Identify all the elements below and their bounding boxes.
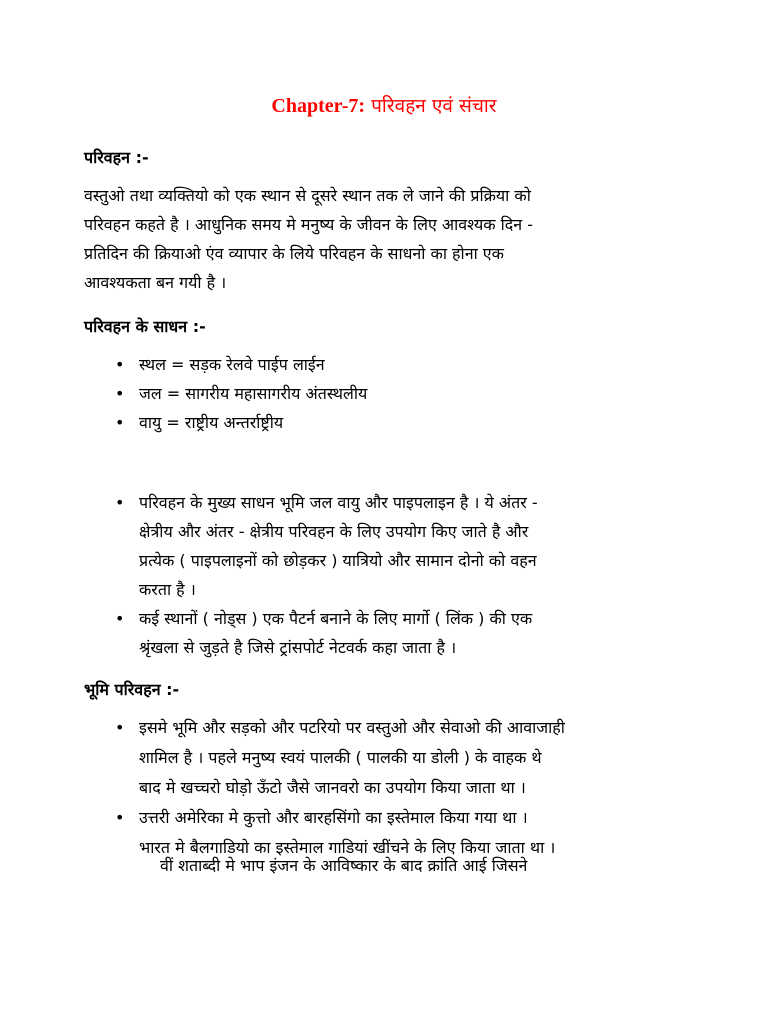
list-item: • स्थल = सड़क रेलवे पाईप लाईन [115, 350, 685, 379]
section-heading-transport-means: परिवहन के साधन :- [84, 317, 206, 336]
section-heading-land-transport: भूमि परिवहन :- [84, 680, 180, 699]
list-item: • परिवहन के मुख्य साधन भूमि जल वायु और पाइपलाइन है । ये अंतर - क्षेत्रीय और अंतर - क्षेत्रीय परिवहन के लिए उपयोग किए जाते है और प्रत्येक ( पाइपलाइनों को छोड़कर ) यात्रियो और सामान दोनो को वहन करता है । [115, 488, 685, 604]
list-item: • जल = सागरीय महासागरीय अंतस्थलीय [115, 379, 685, 408]
chapter-title [0, 92, 768, 118]
trailing-paragraph-line: वीं शताब्दी मे भाप इंजन के आविष्कार के बाद क्रांति आई जिसने [160, 856, 528, 875]
paragraph-line: आवश्यकता बन गयी है । [84, 273, 227, 292]
paragraph-line: परिवहन कहते है । आधुनिक समय मे मनुष्य के जीवन के लिए आवश्यक दिन - [84, 215, 533, 234]
transport-definition-paragraph [84, 181, 684, 297]
land-transport-list [115, 713, 685, 863]
transport-means-list [115, 350, 685, 437]
list-item: • इसमे भूमि और सड़को और पटरियो पर वस्तुओ और सेवाओ की आवाजाही शामिल है । पहले मनुष्य स्वयं पालकी ( पालकी या डोली ) के वाहक थे बाद मे खच्चरो घोड़ो ऊँटो जैसे जानवरो का उपयोग किया जाता था । [115, 713, 685, 803]
list-item: • वायु = राष्ट्रीय अन्तर्राष्ट्रीय [115, 408, 685, 437]
transport-notes-list [115, 488, 685, 662]
paragraph-line: प्रतिदिन की क्रियाओ एंव व्यापार के लिये परिवहन के साधनो का होना एक [84, 244, 504, 263]
chapter-title-prefix: Chapter-7: [271, 95, 366, 117]
list-item: • उत्तरी अमेरिका मे कुत्तो और बारहसिंगो का इस्तेमाल किया गया था । भारत मे बैलगाडियो का इस्तेमाल गाडियां खींचने के लिए किया जाता था । [115, 803, 685, 863]
list-item: • कई स्थानों ( नोड्स ) एक पैटर्न बनाने के लिए मार्गो ( लिंक ) की एक श्रृंखला से जुड़ते है जिसे ट्रांसपोर्ट नेटवर्क कहा जाता है । [115, 604, 685, 662]
section-heading-transport: परिवहन :- [84, 148, 149, 167]
chapter-title-text: परिवहन एवं संचार [371, 95, 497, 117]
paragraph-line: वस्तुओ तथा व्यक्तियो को एक स्थान से दूसरे स्थान तक ले जाने की प्रक्रिया को [84, 186, 531, 205]
